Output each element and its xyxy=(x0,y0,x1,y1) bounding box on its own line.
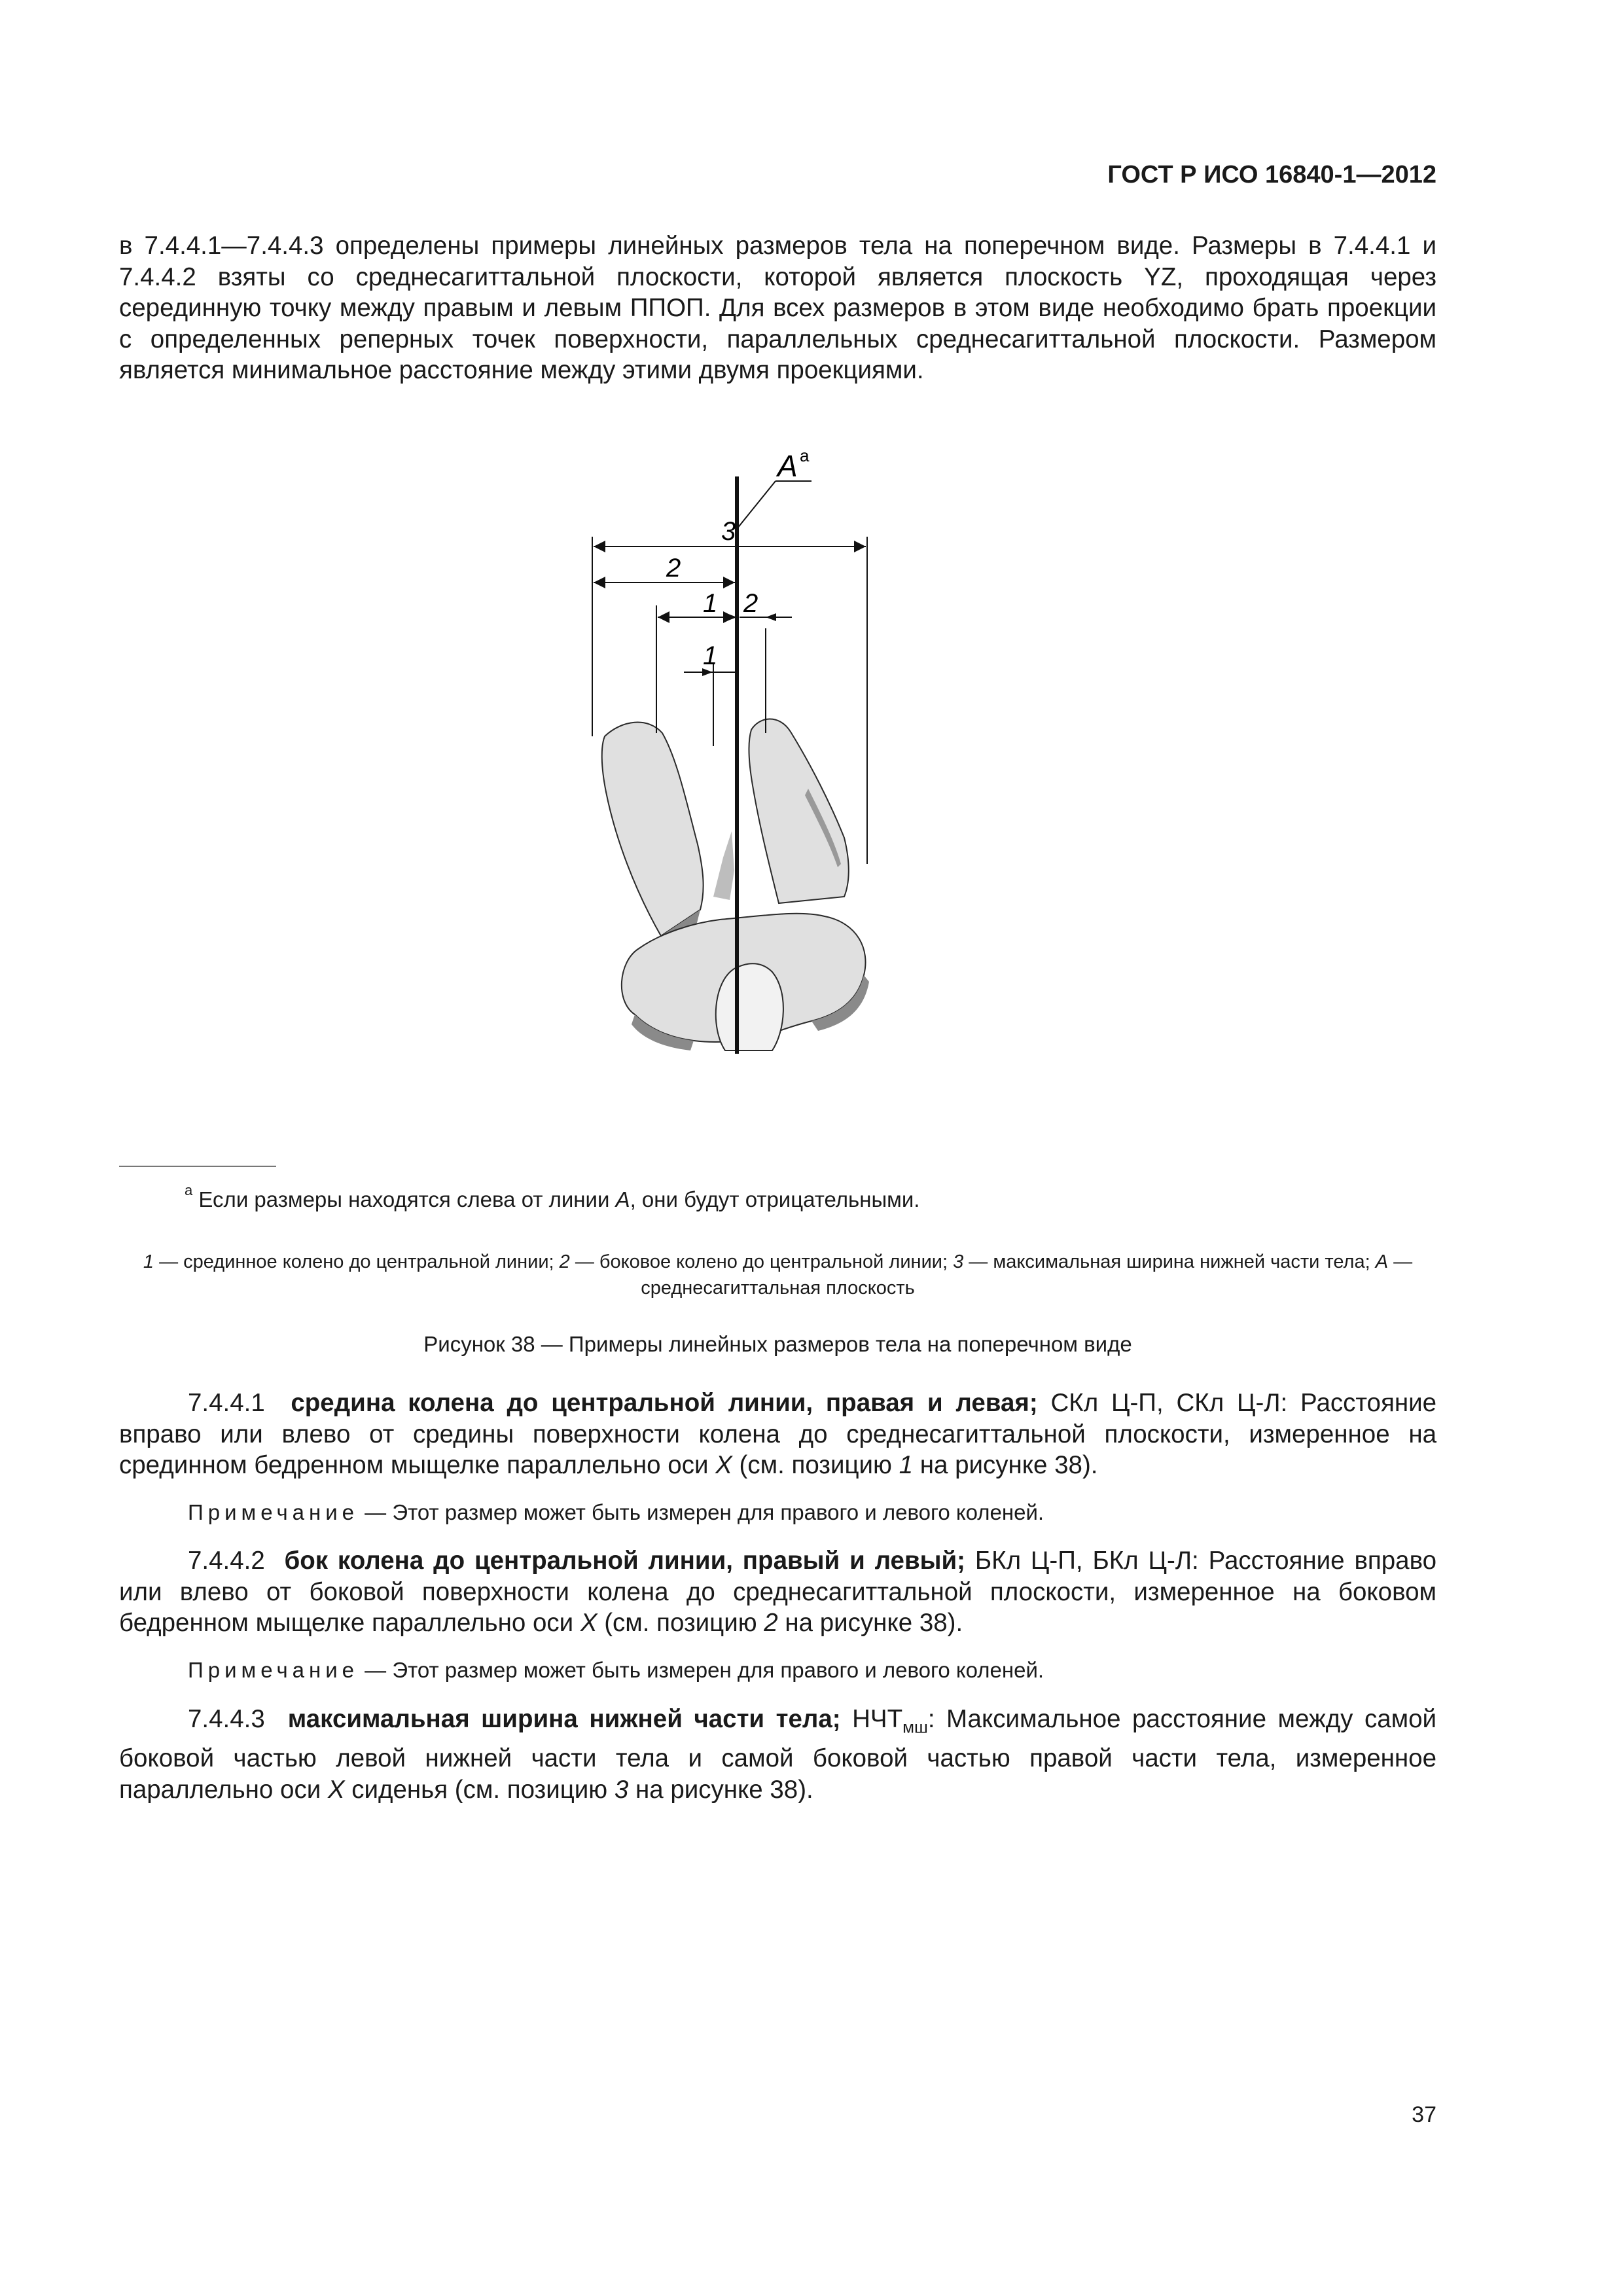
figure-legend: 1 — срединное колено до центральной линии; 2 — боковое колено до центральной линии; 3 — максимальная ширина нижней части тела; A — среднесагиттальная плоскость xyxy=(143,1251,1413,1299)
figure-38 xyxy=(563,439,955,1145)
line-a-label: A xyxy=(777,449,798,483)
clause-7-4-4-3: 7.4.4.3 максимальная ширина нижней части тела; $НЧТ_{мш}$: Максимальное расстояние между самой боковой частью левой нижней части тела и самой боковой частью правой части тела, измеренное параллельно оси X сиденья (см. позицию 3 на рисунке 38). xyxy=(119,1705,1436,1804)
clause-7-4-4-1: 7.4.4.1 средина колена до центральной линии, правая и левая; СКл Ц-П, СКл Ц-Л: Расстояние вправо или влево от средины поверхности колена до среднесагиттальной плоскости, измеренное на срединном бедренном мыщелке параллельно оси X (см. позицию 1 на рисунке 38). xyxy=(119,1389,1436,1479)
figure-footnote: $^a$ Если размеры находятся слева от линии A, они будут отрицательными. xyxy=(185,1182,920,1211)
clause-7-4-4-2-note: Примечание — Этот размер может быть измерен для правого и левого коленей. xyxy=(188,1658,1044,1682)
dimension-1-label: 1 xyxy=(703,589,718,618)
figure-caption: Рисунок 38 — Примеры линейных размеров тела на поперечном виде xyxy=(423,1332,1132,1356)
line-a-superscript: a xyxy=(800,446,810,465)
clause-7-4-4-1-note: Примечание — Этот размер может быть измерен для правого и левого коленей. xyxy=(188,1500,1044,1524)
footnote-separator xyxy=(119,1166,276,1167)
dimension-1-small-label: 1 xyxy=(703,641,718,670)
document-header: ГОСТ Р ИСО 16840-1—2012 xyxy=(1107,161,1436,188)
page-number: 37 xyxy=(1412,2102,1436,2127)
dimension-3-label: 3 xyxy=(721,517,736,546)
intro-paragraph: в 7.4.4.1—7.4.4.3 определены примеры линейных размеров тела на поперечном виде. Размеры в 7.4.4.1 и 7.4.4.2 взяты со среднесагиттальной плоскости, которой является плоскость YZ, проходящая через серединную точку между правым и левым ППОП. Для всех размеров в этом виде необходимо брать проекции с определенных реперных точек поверхности, параллельных среднесагиттальной плоскости. Размером является минимальное расстояние между этими двумя проекциями. xyxy=(119,232,1436,384)
dimension-2-right-label: 2 xyxy=(743,589,758,618)
clause-7-4-4-2: 7.4.4.2 бок колена до центральной линии, правый и левый; БКл Ц-П, БКл Ц-Л: Расстояние вправо или влево от боковой поверхности колена до среднесагиттальной плоскости, измеренное на боковом бедренном мыщелке параллельно оси X (см. позицию 2 на рисунке 38). xyxy=(119,1547,1436,1637)
dimension-2-left-label: 2 xyxy=(666,554,681,583)
